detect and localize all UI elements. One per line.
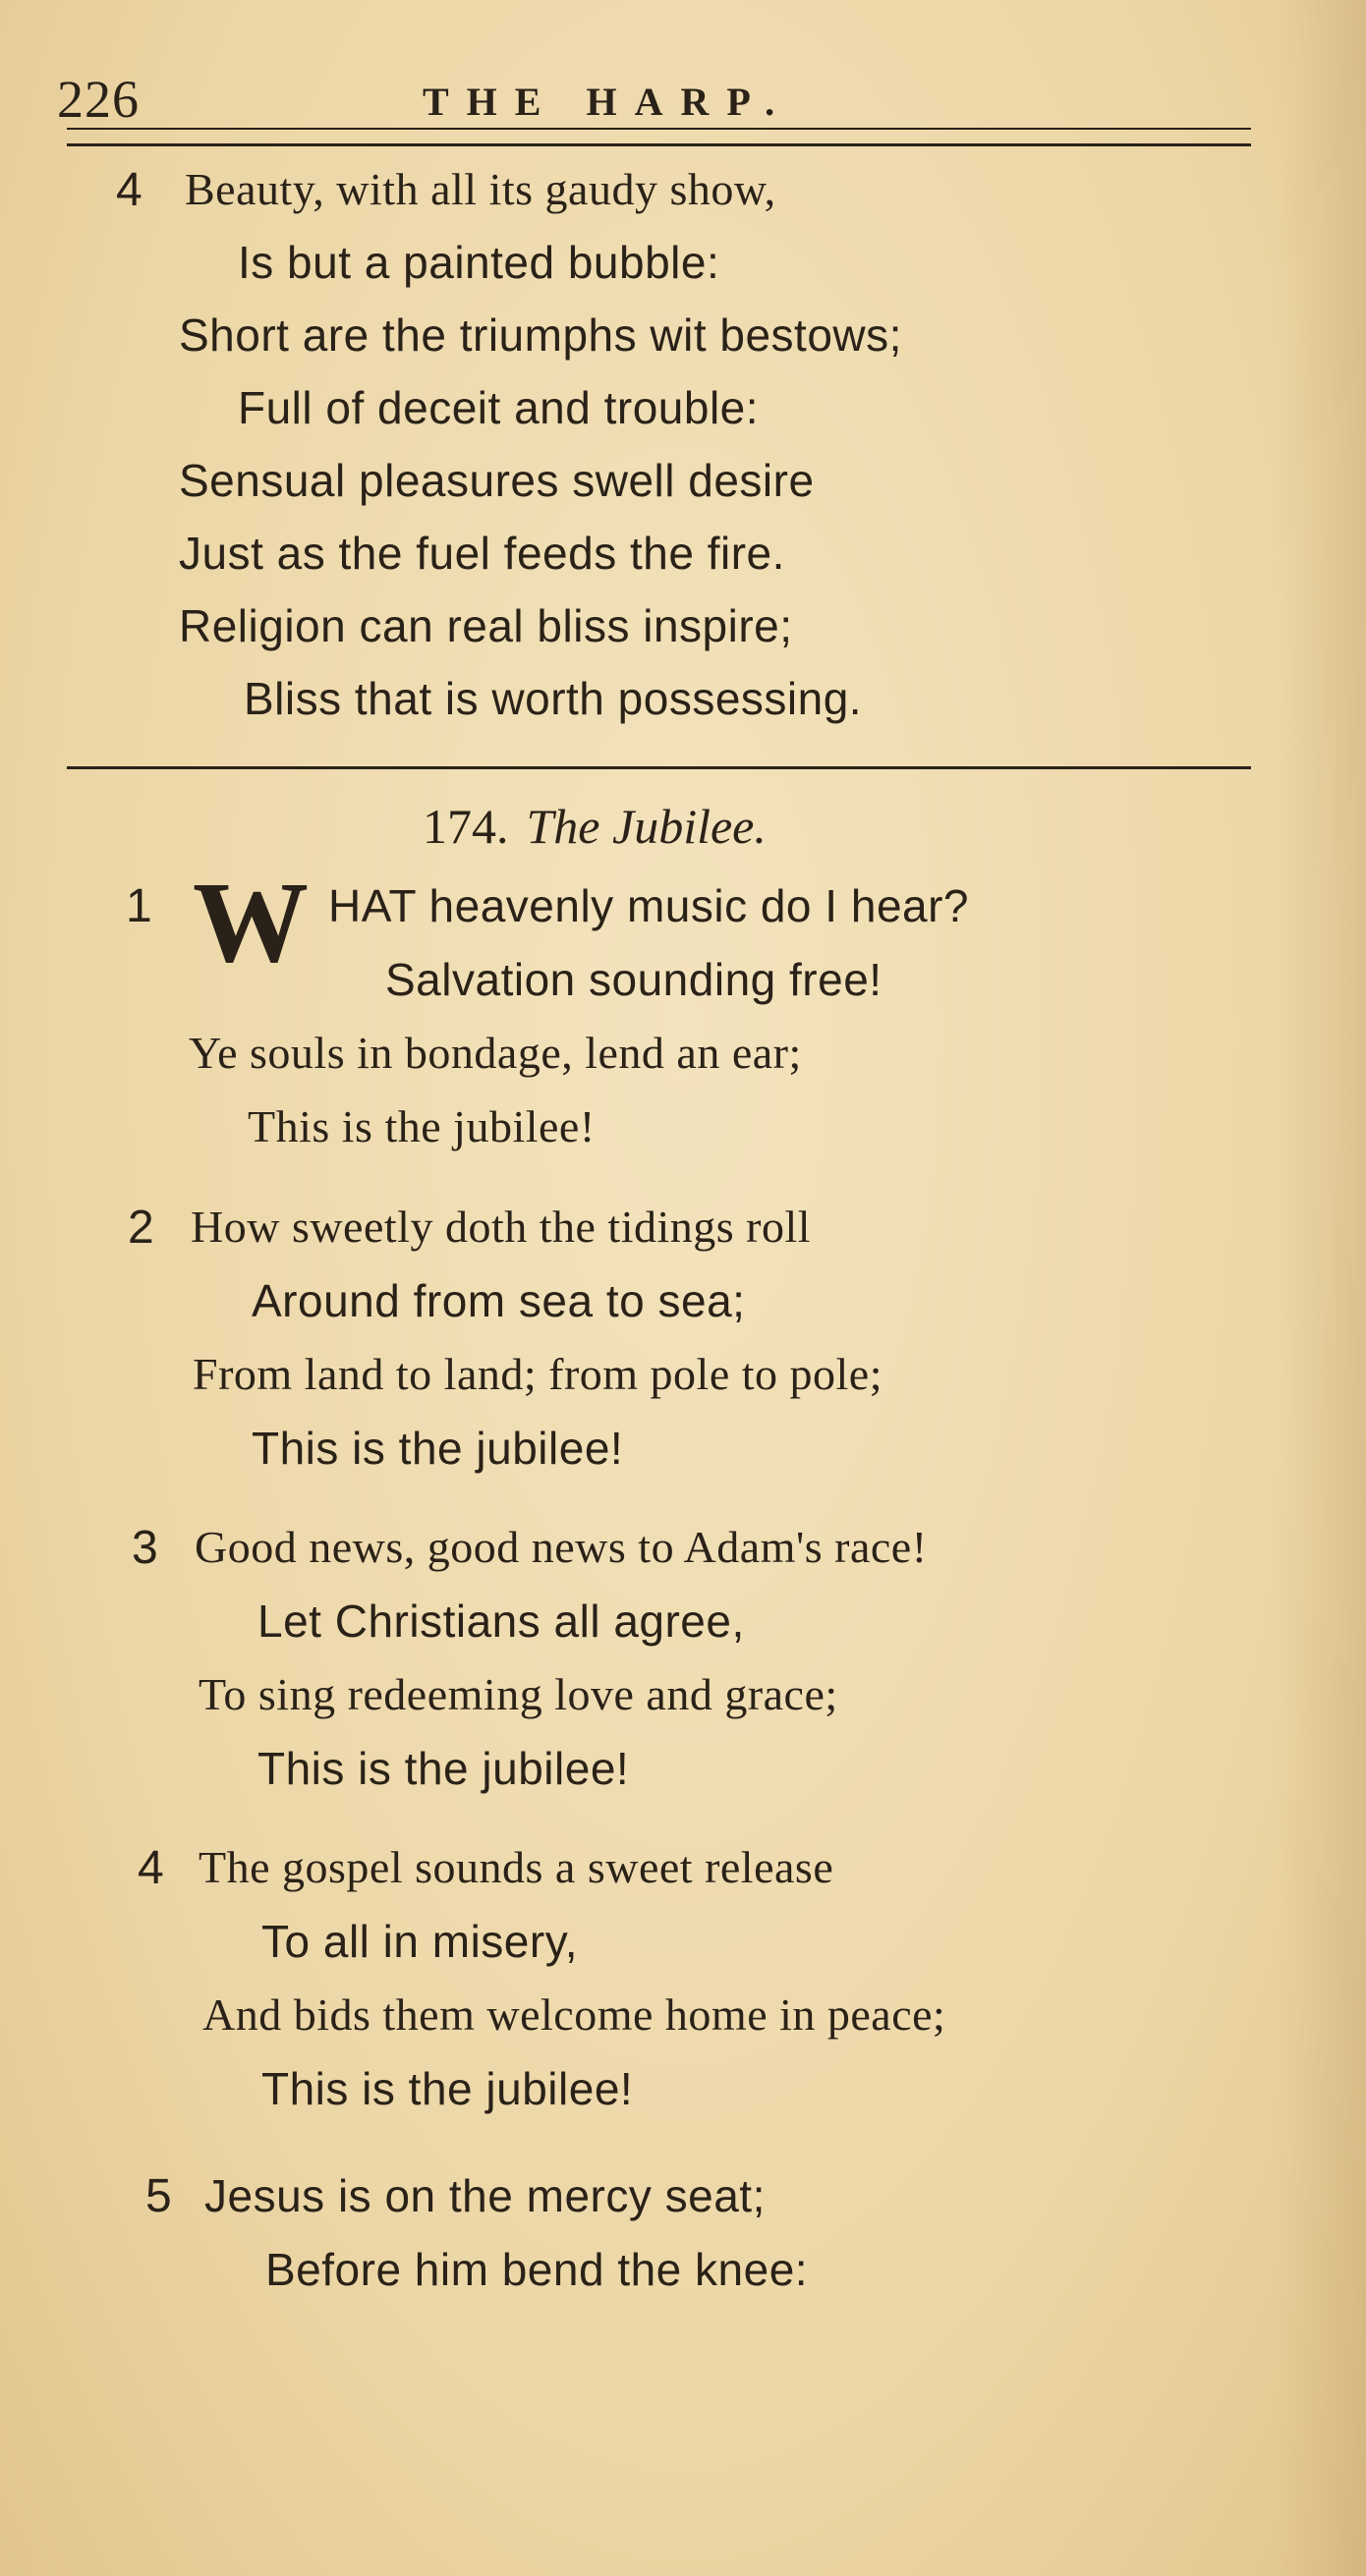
hymn-heading: [423, 798, 767, 855]
verse-line: Religion can real bliss inspire;: [179, 600, 793, 651]
stanza-number: 5: [145, 2170, 172, 2222]
verse-line: The gospel sounds a sweet release: [199, 1842, 834, 1892]
verse-line: How sweetly doth the tidings roll: [191, 1202, 812, 1252]
verse-line: Short are the triumphs wit bestows;: [179, 309, 902, 361]
verse-line: This is the jubilee!: [257, 1743, 630, 1794]
stanza-number: 1: [126, 880, 152, 932]
page-number: 226: [57, 70, 140, 129]
header-rule-top: [67, 128, 1251, 130]
verse-line: To sing redeeming love and grace;: [199, 1669, 838, 1719]
verse-line: From land to land; from pole to pole;: [193, 1349, 883, 1399]
stanza-number: 4: [116, 164, 142, 216]
verse-line: Around from sea to sea;: [252, 1275, 746, 1326]
verse-line: This is the jubilee!: [261, 2063, 634, 2114]
hymn-title: The Jubilee.: [526, 799, 767, 854]
verse-line: Just as the fuel feeds the fire.: [179, 528, 785, 579]
verse-line: Sensual pleasures swell desire: [179, 455, 815, 506]
verse-line: This is the jubilee!: [252, 1423, 624, 1474]
stanza-number: 4: [138, 1842, 164, 1894]
verse-line: Ye souls in bondage, lend an ear;: [189, 1028, 802, 1078]
section-divider: [67, 766, 1251, 769]
stanza-number: 3: [132, 1522, 158, 1574]
verse-line: Jesus is on the mercy seat;: [204, 2170, 766, 2221]
verse-line: This is the jubilee!: [248, 1101, 596, 1151]
verse-line: HAT heavenly music do I hear?: [328, 880, 970, 931]
page-header: [0, 59, 1366, 128]
verse-line: Bliss that is worth possessing.: [244, 673, 863, 724]
verse-line: To all in misery,: [261, 1916, 579, 1967]
verse-line: Beauty, with all its gaudy show,: [185, 164, 776, 214]
verse-line: Let Christians all agree,: [257, 1596, 745, 1647]
verse-line: Is but a painted bubble:: [238, 237, 720, 288]
verse-line: Full of deceit and trouble:: [238, 382, 760, 433]
stanza-number: 2: [128, 1202, 154, 1254]
header-rule-bottom: [67, 143, 1251, 146]
drop-cap: W: [193, 858, 309, 986]
verse-line: Good news, good news to Adam's race!: [195, 1522, 928, 1572]
hymn-number: 174.: [423, 799, 509, 854]
running-title: THE HARP.: [423, 80, 793, 124]
verse-line: And bids them welcome home in peace;: [202, 1989, 946, 2040]
verse-line: Salvation sounding free!: [385, 954, 882, 1005]
verse-line: Before him bend the knee:: [265, 2244, 809, 2295]
